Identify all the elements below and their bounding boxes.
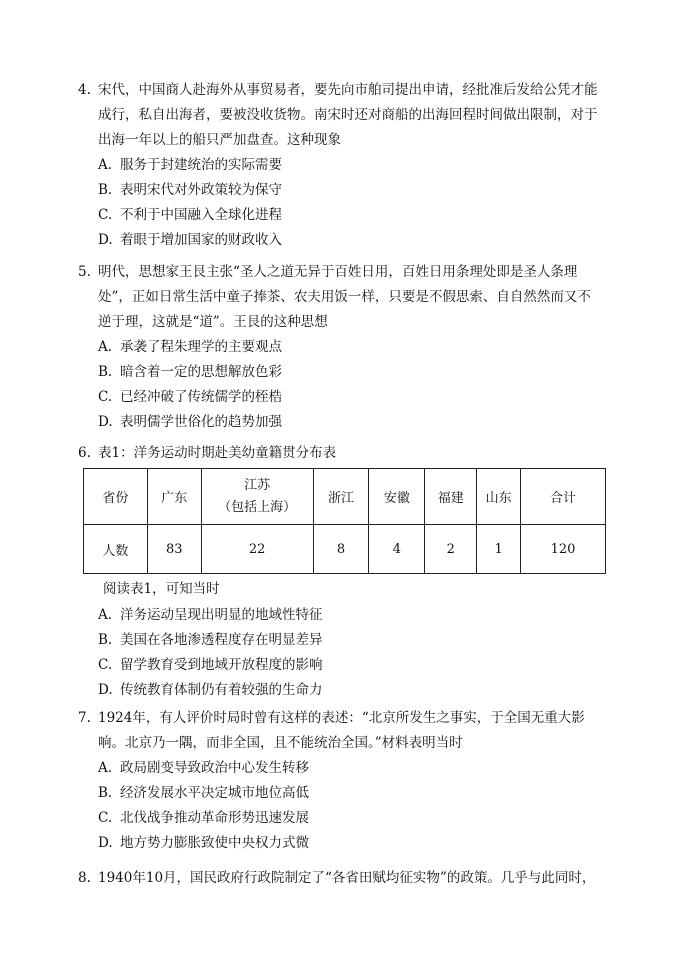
option-c[interactable]: C. 已经冲破了传统儒学的桎梏 xyxy=(98,389,282,405)
question-number: 4. xyxy=(78,82,91,98)
option-a[interactable]: A. 政局剧变导致政治中心发生转移 xyxy=(98,760,309,776)
question-4-line-2: 成行，私自出海者，要被没收货物。南宋时还对商船的出海回程时间做出限制，对于 xyxy=(98,107,598,123)
option-b[interactable]: B. 表明宋代对外政策较为保守 xyxy=(98,182,282,198)
table-header-cell: 省份 xyxy=(84,469,148,525)
table-cell: 8 xyxy=(313,525,369,574)
question-number: 6. xyxy=(78,445,91,461)
table-cell: 22 xyxy=(201,525,313,574)
table-header-cell: 广东 xyxy=(147,469,201,525)
table-cell: 120 xyxy=(521,525,606,574)
table-cell: 1 xyxy=(477,525,521,574)
option-c[interactable]: C. 留学教育受到地域开放程度的影响 xyxy=(98,657,323,673)
option-d[interactable]: D. 传统教育体制仍有着较强的生命力 xyxy=(98,682,323,698)
question-5-line-2: 处”，正如日常生活中童子捧茶、农夫用饭一样，只要是不假思索、自自然然而又不 xyxy=(98,289,591,305)
table-cell: 4 xyxy=(369,525,425,574)
table-title: 6. 表1：洋务运动时期赴美幼童籍贯分布表 xyxy=(78,441,618,466)
question-4-line-1: 4. 宋代，中国商人赴海外从事贸易者，要先向市舶司提出申请，经批准后发给公凭才能 xyxy=(78,78,618,103)
question-4-line-3: 出海一年以上的船只严加盘查。这种现象 xyxy=(98,132,341,148)
table-header-cell: 福建 xyxy=(425,469,477,525)
question-7-line-1: 7. 1924年，有人评价时局时曾有这样的表述：“北京所发生之事实，于全国无重大影 xyxy=(78,706,618,731)
option-c[interactable]: C. 北伐战争推动革命形势迅速发展 xyxy=(98,810,309,826)
question-7-line-2: 响。北京乃一隅，而非全国，且不能统治全国。”材料表明当时 xyxy=(98,735,463,751)
question-8-line-1: 8. 1940年10月，国民政府行政院制定了“各省田赋均征实物”的政策。几乎与此同时， xyxy=(78,866,618,891)
table-row xyxy=(84,525,606,574)
option-b[interactable]: B. 经济发展水平决定城市地位高低 xyxy=(98,785,309,801)
table-header-cell: 江苏 （包括上海） xyxy=(201,469,313,525)
question-number: 5. xyxy=(78,264,91,280)
question-4 xyxy=(78,78,618,253)
question-number: 8. xyxy=(78,870,91,886)
question-6-stem: 阅读表1，可知当时 xyxy=(103,581,220,597)
table-header-cell: 浙江 xyxy=(313,469,369,525)
option-c[interactable]: C. 不利于中国融入全球化进程 xyxy=(98,207,282,223)
table-cell: 83 xyxy=(147,525,201,574)
question-number: 7. xyxy=(78,710,91,726)
table-header-cell: 安徽 xyxy=(369,469,425,525)
option-a[interactable]: A. 洋务运动呈现出明显的地域性特征 xyxy=(98,607,323,623)
option-a[interactable]: A. 服务于封建统治的实际需要 xyxy=(98,157,282,173)
option-d[interactable]: D. 着眼于增加国家的财政收入 xyxy=(98,232,282,248)
table-header-row xyxy=(84,469,606,525)
table-cell: 人数 xyxy=(84,525,148,574)
option-a[interactable]: A. 承袭了程朱理学的主要观点 xyxy=(98,339,282,355)
question-5-line-1: 5. 明代，思想家王艮主张“圣人之道无异于百姓日用，百姓日用条理处即是圣人条理 xyxy=(78,260,618,285)
table-cell: 2 xyxy=(425,525,477,574)
question-7 xyxy=(78,706,618,856)
question-5 xyxy=(78,260,618,435)
question-8 xyxy=(78,866,618,891)
distribution-table xyxy=(83,468,606,574)
option-d[interactable]: D. 地方势力膨胀致使中央权力式微 xyxy=(98,835,309,851)
question-6-options xyxy=(78,603,618,703)
option-d[interactable]: D. 表明儒学世俗化的趋势加强 xyxy=(98,414,282,430)
table-header-cell: 合计 xyxy=(521,469,606,525)
table-header-cell: 山东 xyxy=(477,469,521,525)
question-6 xyxy=(78,441,618,466)
option-b[interactable]: B. 美国在各地渗透程度存在明显差异 xyxy=(98,632,323,648)
question-5-line-3: 逆于理，这就是“道”。王艮的这种思想 xyxy=(98,314,328,330)
question-6-body xyxy=(103,577,623,602)
option-b[interactable]: B. 暗含着一定的思想解放色彩 xyxy=(98,364,282,380)
